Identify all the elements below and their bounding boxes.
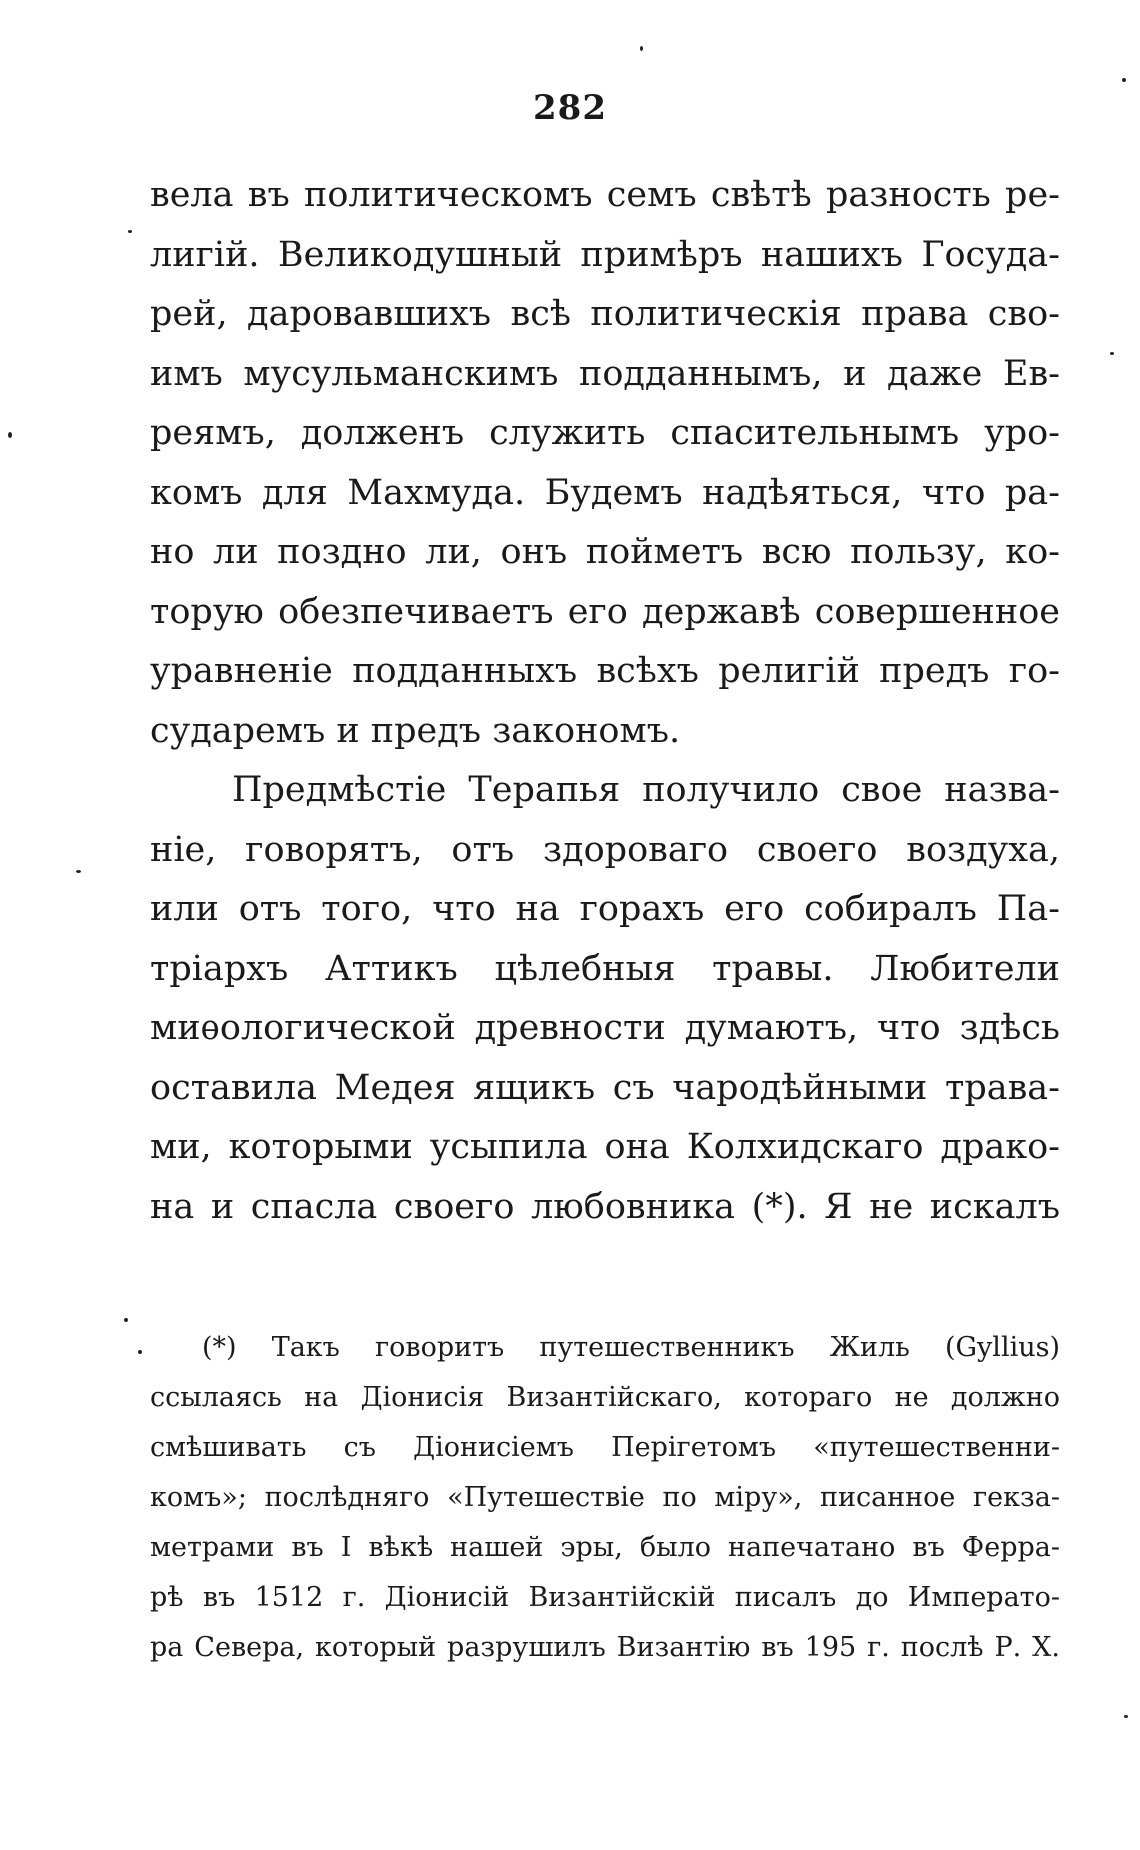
main-text [150, 166, 1060, 1237]
scan-speck [1110, 352, 1114, 355]
footnote-line: комъ»; послѣдняго «Путешествіе по міру», писанное гекза- [150, 1482, 1060, 1513]
text-line: торую обезпечиваетъ его державѣ совершенное [150, 591, 1060, 632]
text-line: рей, даровавшихъ всѣ политическія права сво- [150, 294, 1060, 334]
text-line: вела въ политическомъ семъ свѣтѣ разность ре- [150, 175, 1060, 215]
text-line: но ли поздно ли, онъ пойметъ всю пользу, ко- [150, 532, 1060, 572]
scan-speck [640, 46, 643, 51]
text-line: или отъ того, что на горахъ его собиралъ Па- [150, 889, 1060, 929]
text-line: сударемъ и предъ закономъ. [150, 710, 681, 751]
footnote-line: смѣшивать съ Діонисіемъ Перігетомъ «путешественни- [150, 1432, 1060, 1463]
footnote-line: метрами въ I вѣкѣ нашей эры, было напечатано въ Ферра- [150, 1532, 1060, 1563]
footnote-line: ссылаясь на Діонисія Византійскаго, котораго не должно [150, 1382, 1060, 1413]
text-line: реямъ, долженъ служить спасительнымъ уро- [150, 413, 1060, 453]
footnote-line: ра Севера, который разрушилъ Византію въ 195 г. послѣ Р. Х. [150, 1632, 1060, 1663]
text-line: миѳологической древности думаютъ, что здѣсь [150, 1008, 1060, 1048]
scan-speck [1122, 78, 1126, 82]
text-line: ми, которыми усыпила она Колхидскаго драко- [150, 1127, 1060, 1167]
text-line: на и спасла своего любовника (*). Я не искалъ [150, 1186, 1060, 1227]
footnote [150, 1323, 1060, 1673]
text-line: оставила Медея ящикъ съ чародѣйными трава- [150, 1067, 1060, 1108]
footnote-line: рѣ въ 1512 г. Діонисій Византійскій писалъ до Императо- [150, 1582, 1060, 1613]
paragraph-start-line: Предмѣстіе Терапья получило свое назва- [232, 770, 1060, 810]
footnote-line: (*) Такъ говоритъ путешественникъ Жиль (Gyllius) [202, 1332, 1060, 1363]
scan-speck [128, 230, 132, 233]
scan-speck [76, 870, 81, 873]
text-line: тріархъ Аттикъ цѣлебныя травы. Любители [150, 948, 1060, 989]
scan-speck [1124, 1715, 1128, 1718]
scan-speck [8, 432, 12, 438]
text-line: ніе, говорятъ, отъ здороваго своего воздуха, [150, 829, 1060, 870]
text-line: лигій. Великодушный примѣръ нашихъ Госуда- [150, 234, 1060, 275]
scan-speck [124, 1318, 128, 1322]
text-line: имъ мусульманскимъ подданнымъ, и даже Ев- [150, 353, 1060, 394]
text-line: уравненіе подданныхъ всѣхъ религій предъ го- [150, 651, 1060, 691]
page-number: 282 [533, 88, 607, 128]
scan-speck [138, 1350, 142, 1354]
text-line: комъ для Махмуда. Будемъ надѣяться, что ра- [150, 472, 1060, 513]
